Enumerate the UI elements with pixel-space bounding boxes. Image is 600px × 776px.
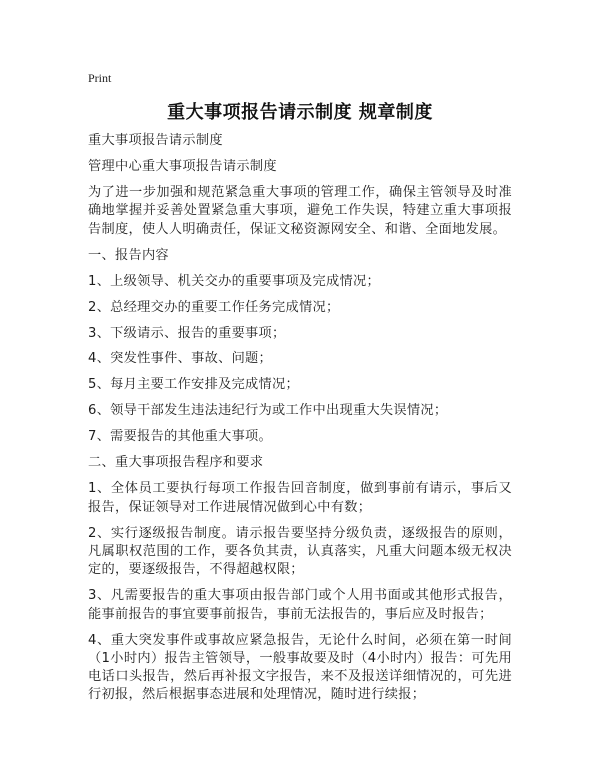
- list-item: 3、下级请示、报告的重要事项；: [88, 325, 286, 341]
- intro-paragraph: 为了进一步加强和规范紧急重大事项的管理工作，确保主管领导及时准确地掌握并妥善处置紧急重大事项，避免工作失误，特建立重大事项报告制度，使人人明确责任，保证文秘资源网安全、和谐、全面地发展。: [88, 184, 512, 237]
- subtitle-center: 管理中心重大事项报告请示制度: [88, 158, 277, 174]
- document-body: [88, 132, 512, 712]
- document-title: 重大事项报告请示制度 规章制度: [167, 102, 433, 123]
- list-item: 5、每月主要工作安排及完成情况；: [88, 377, 300, 393]
- list-item: 4、突发性事件、事故、问题；: [88, 351, 273, 367]
- list-item: 4、重大突发事件或事故应紧急报告，无论什么时间，必须在第一时间（1小时内）报告主管领导，一般事故要及时（4小时内）报告：可先用电话口头报告，然后再补报文字报告，来不及报送详细情况的，可先进行初报，然后根据事态进展和处理情况，随时进行续报；: [88, 632, 512, 703]
- list-item: 1、上级领导、机关交办的重要事项及完成情况；: [88, 273, 380, 289]
- list-item: 7、需要报告的其他重大事项。: [88, 429, 273, 445]
- list-item: 2、总经理交办的重要工作任务完成情况；: [88, 299, 340, 315]
- list-item: 3、凡需要报告的重大事项由报告部门或个人用书面或其他形式报告，能事前报告的事宜要事前报告，事前无法报告的，事后应及时报告；: [88, 588, 512, 622]
- list-item: 2、实行逐级报告制度。请示报告要坚持分级负责，逐级报告的原则，凡属职权范围的工作，要各负其责，认真落实，凡重大问题本级无权决定的，要逐级报告，不得超越权限；: [88, 525, 512, 578]
- subtitle: 重大事项报告请示制度: [88, 133, 223, 148]
- list-item: 1、全体员工要执行每项工作报告回音制度，做到事前有请示，事后又报告，保证领导对工作进展情况做到心中有数；: [88, 481, 512, 515]
- list-item: 6、领导干部发生违法违纪行为或工作中出现重大失误情况；: [88, 403, 448, 419]
- section-heading-1: 一、报告内容: [88, 247, 169, 263]
- print-label[interactable]: Print: [88, 71, 112, 85]
- section-heading-2: 二、重大事项报告程序和要求: [88, 455, 264, 471]
